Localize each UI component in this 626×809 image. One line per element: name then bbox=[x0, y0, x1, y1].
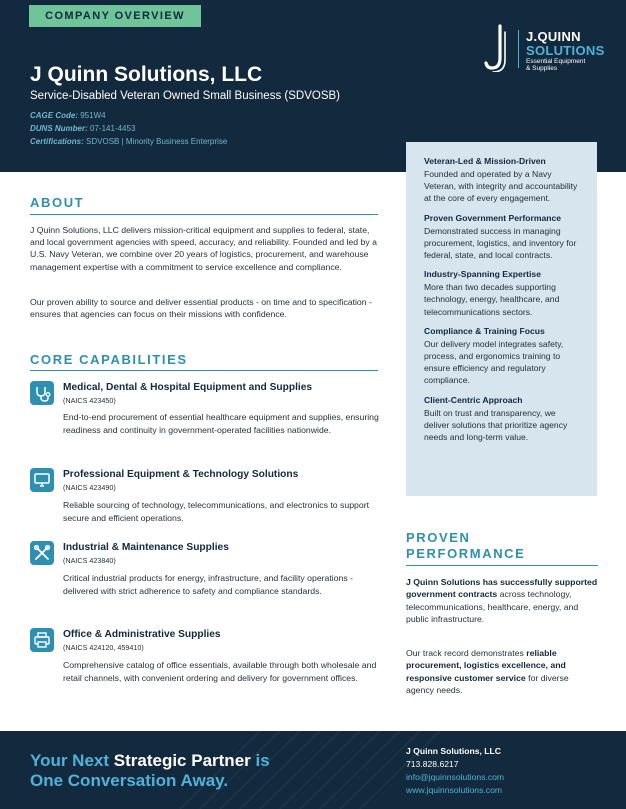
monitor-icon bbox=[30, 468, 54, 492]
proven-performance-heading: PROVEN PERFORMANCE bbox=[406, 530, 526, 561]
footer-banner bbox=[0, 731, 626, 809]
sidebar-item: Client-Centric Approach Built on trust and transparency, we deliver solutions that prioritize agency needs and long-term value. bbox=[424, 394, 568, 443]
contact-company: J Quinn Solutions, LLC bbox=[406, 746, 502, 756]
stethoscope-icon bbox=[30, 381, 54, 405]
sidebar-item: Industry-Spanning Expertise More than two decades supporting technology, energy, healthcare, and telecommunications sectors. bbox=[424, 269, 560, 317]
capability-item: Medical, Dental & Hospital Equipment and Supplies (NAICS 423450) End-to-end procurement of essential healthcare equipment and supplies, ensuring readiness and continuity in government-operated facilities nationwide. bbox=[30, 381, 380, 461]
printer-icon bbox=[30, 628, 54, 652]
logo-wordmark: J.QUINN SOLUTIONS Essential Equipment & Supplies bbox=[526, 29, 605, 72]
highlights-sidebar bbox=[406, 142, 597, 496]
about-heading: ABOUT bbox=[30, 195, 85, 210]
cage-code: CAGE Code: 951W4 bbox=[30, 111, 106, 120]
about-paragraph-2: Our proven ability to source and deliver essential products - on time and to specification - ensures that agencies can focus on their missions with confidence. bbox=[30, 297, 372, 320]
company-overview-tag: COMPANY OVERVIEW bbox=[29, 5, 201, 27]
contact-phone[interactable]: 713.828.6217 bbox=[406, 759, 459, 769]
sidebar-item: Compliance & Training Focus Our delivery model integrates safety, process, and ergonomics training to ensure efficiency and regulatory compliance. bbox=[424, 325, 564, 386]
capabilities-divider bbox=[30, 370, 378, 371]
logo-divider bbox=[518, 30, 519, 68]
about-divider bbox=[30, 214, 378, 215]
core-capabilities-heading: CORE CAPABILITIES bbox=[30, 352, 188, 367]
duns-number: DUNS Number: 07-141-4453 bbox=[30, 124, 136, 133]
performance-divider bbox=[406, 565, 598, 566]
performance-paragraph-2: Our track record demonstrates reliable procurement, logistics excellence, and responsive customer service for diverse agency needs. bbox=[406, 648, 569, 696]
jquinn-logo-icon bbox=[483, 24, 509, 72]
capability-item: Professional Equipment & Technology Solutions (NAICS 423490) Reliable sourcing of technology, telecommunications, and electronics to support secure and efficient operations. bbox=[30, 468, 380, 528]
sidebar-item: Proven Government Performance Demonstrated success in managing procurement, logistics, and inventory for federal, state, and local contracts. bbox=[424, 212, 577, 261]
contact-website-link[interactable]: www.jquinnsolutions.com bbox=[406, 785, 503, 795]
capability-item: Industrial & Maintenance Supplies (NAICS 423840) Critical industrial products for energy, infrastructure, and facility operations - delivered with strict adherence to safety and compliance standards. bbox=[30, 541, 380, 616]
footer-headline: Your Next Strategic Partner is One Conversation Away. bbox=[30, 751, 270, 790]
capability-item: Office & Administrative Supplies (NAICS 424120, 459410) Comprehensive catalog of office essentials, available through both wholesale and retail channels, with convenient ordering and delivery for government offices. bbox=[30, 628, 380, 703]
about-paragraph-1: J Quinn Solutions, LLC delivers mission-critical equipment and supplies to federal, state, and local government agencies with speed, accuracy, and reliability. Founded and led by a U.S. Navy Veteran, we combine over 20 years of logistics, procurement, and warehouse management expertise with a commitment to service excellence and compliance. bbox=[30, 225, 377, 272]
company-tagline: Service-Disabled Veteran Owned Small Business (SDVOSB) bbox=[30, 90, 340, 102]
company-name: J Quinn Solutions, LLC bbox=[30, 63, 263, 86]
certifications: Certifications: SDVOSB | Minority Business Enterprise bbox=[30, 137, 228, 146]
tools-icon bbox=[30, 541, 54, 565]
contact-block bbox=[406, 745, 504, 797]
performance-paragraph-1: J Quinn Solutions has successfully supported government contracts across technology, telecommunications, healthcare, energy, and public infrastructure. bbox=[406, 577, 598, 625]
contact-email-link[interactable]: info@jquinnsolutions.com bbox=[406, 772, 505, 782]
sidebar-item: Veteran-Led & Mission-Driven Founded and operated by a Navy Veteran, with integrity and accountability at the core of every engagement. bbox=[424, 156, 578, 204]
